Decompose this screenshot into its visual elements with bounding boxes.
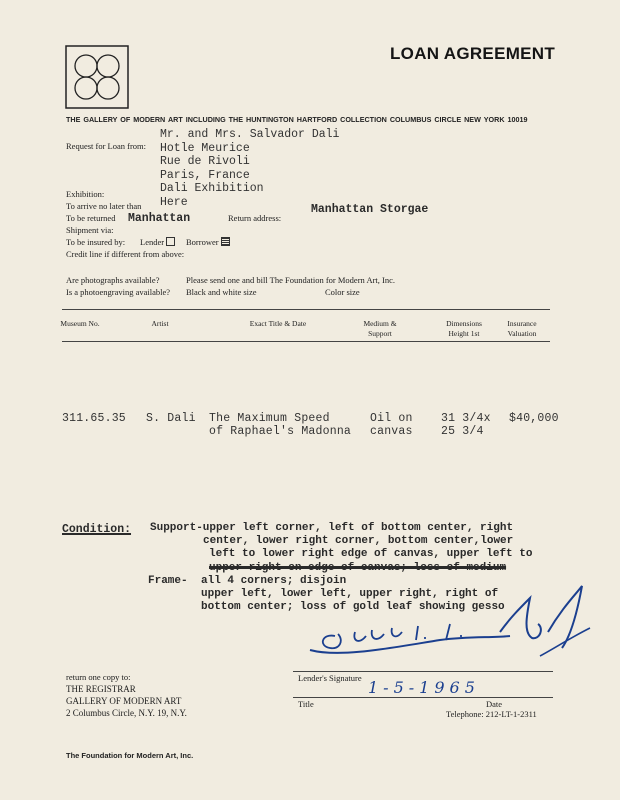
gallery-text: GALLERY OF MODERN ART (66, 696, 182, 706)
lender-option-label: Lender (140, 237, 165, 247)
please-send-text: Please send one and bill The Foundation for Modern Art, Inc. (186, 275, 395, 285)
exhibition-label: Exhibition: (66, 189, 105, 199)
row-title-line: The Maximum Speed (209, 412, 330, 425)
lender-address (160, 128, 339, 209)
row-dim-line: 31 3/4x (441, 412, 491, 425)
row-artist: S. Dali (146, 412, 196, 425)
gallery-logo (65, 45, 129, 109)
lender-line: Hotle Meurice (160, 141, 250, 155)
color-size-label: Color size (325, 287, 360, 297)
header-artist: Artist (151, 319, 169, 328)
credit-label: Credit line if different from above: (66, 249, 185, 259)
support-line: upper right on edge of canvas; loss of medium (209, 561, 507, 574)
foundation-footer: The Foundation for Modern Art, Inc. (66, 751, 194, 760)
photos-label: Are photographs available? (66, 275, 160, 285)
row-dim-line: 25 3/4 (441, 425, 484, 438)
document-title: LOAN AGREEMENT (390, 44, 556, 63)
title-label: Title (298, 699, 314, 709)
lender-line: Paris, France (160, 168, 250, 182)
row-medium (370, 412, 413, 438)
support-line: center, lower right corner, bottom center,lower (203, 535, 514, 548)
frame-line: upper left, lower left, upper right, right of (201, 588, 499, 601)
return-address-value: Manhattan Storgae (311, 203, 429, 216)
date-label: Date (486, 699, 503, 709)
header-insurance: Insurance Valuation (507, 319, 537, 338)
row-title (209, 412, 351, 438)
header-museum-no: Museum No. (60, 319, 100, 328)
photoengraving-label: Is a photoengraving available? (66, 287, 171, 297)
lender-signature (300, 578, 600, 678)
row-medium-line: Oil on (370, 412, 413, 425)
arrive-label: To arrive no later than (66, 201, 142, 211)
returned-value: Manhattan (128, 212, 191, 225)
row-valuation: $40,000 (509, 412, 559, 425)
signature-rule (293, 671, 553, 672)
header-title: Exact Title & Date (249, 319, 307, 328)
support-line: left to lower right edge of canvas, upper left to (209, 548, 533, 561)
lender-signature-label: Lender's Signature (298, 673, 362, 683)
header-medium: Medium & Support (363, 319, 397, 338)
date-handwritten: 1-5-1965 (368, 678, 480, 697)
lender-box[interactable] (166, 237, 175, 246)
title-date-rule (293, 697, 553, 698)
telephone-text: Telephone: 212-LT-1-2311 (446, 709, 537, 719)
institution-line: THE GALLERY OF MODERN ART INCLUDING THE HUNTINGTON HARTFORD COLLECTION COLUMBUS CIRCLE NEW YORK 10019 (66, 115, 528, 124)
row-museum-no: 311.65.35 (62, 412, 126, 425)
shipment-label: Shipment via: (66, 225, 114, 235)
table-top-rule (62, 309, 550, 310)
borrower-checkbox[interactable] (186, 237, 230, 247)
frame-line: bottom center; loss of gold leaf showing gesso (201, 601, 505, 614)
frame-line: all 4 corners; disjoin (201, 575, 347, 587)
table-header-rule (62, 341, 550, 342)
condition-support (150, 522, 532, 575)
row-dimensions (441, 412, 491, 438)
lender-checkbox[interactable] (140, 237, 175, 247)
request-label: Request for Loan from: (66, 141, 147, 151)
borrower-box[interactable] (221, 237, 230, 246)
return-address-label: Return address: (228, 213, 282, 223)
lender-line: Mr. and Mrs. Salvador Dali (160, 128, 340, 141)
borrower-option-label: Borrower (186, 237, 219, 247)
lender-line: Dali Exhibition (160, 182, 264, 195)
return-copy-text: return one copy to: (66, 672, 131, 682)
support-line: Support-upper left corner, left of bottom center, right (150, 522, 514, 534)
registrar-text: THE REGISTRAR (66, 684, 136, 694)
frame-label: Frame- (148, 575, 188, 587)
bw-size-label: Black and white size (186, 287, 257, 297)
row-title-line: of Raphael's Madonna (209, 425, 352, 438)
insured-label: To be insured by: (66, 237, 126, 247)
condition-label: Condition: (62, 523, 132, 536)
returned-label: To be returned (66, 213, 116, 223)
address-text: 2 Columbus Circle, N.Y. 19, N.Y. (66, 708, 187, 718)
lender-line: Here (160, 195, 188, 209)
header-dimensions: Dimensions Height 1st (446, 319, 482, 338)
row-medium-line: canvas (370, 425, 413, 438)
lender-line: Rue de Rivoli (160, 155, 250, 168)
